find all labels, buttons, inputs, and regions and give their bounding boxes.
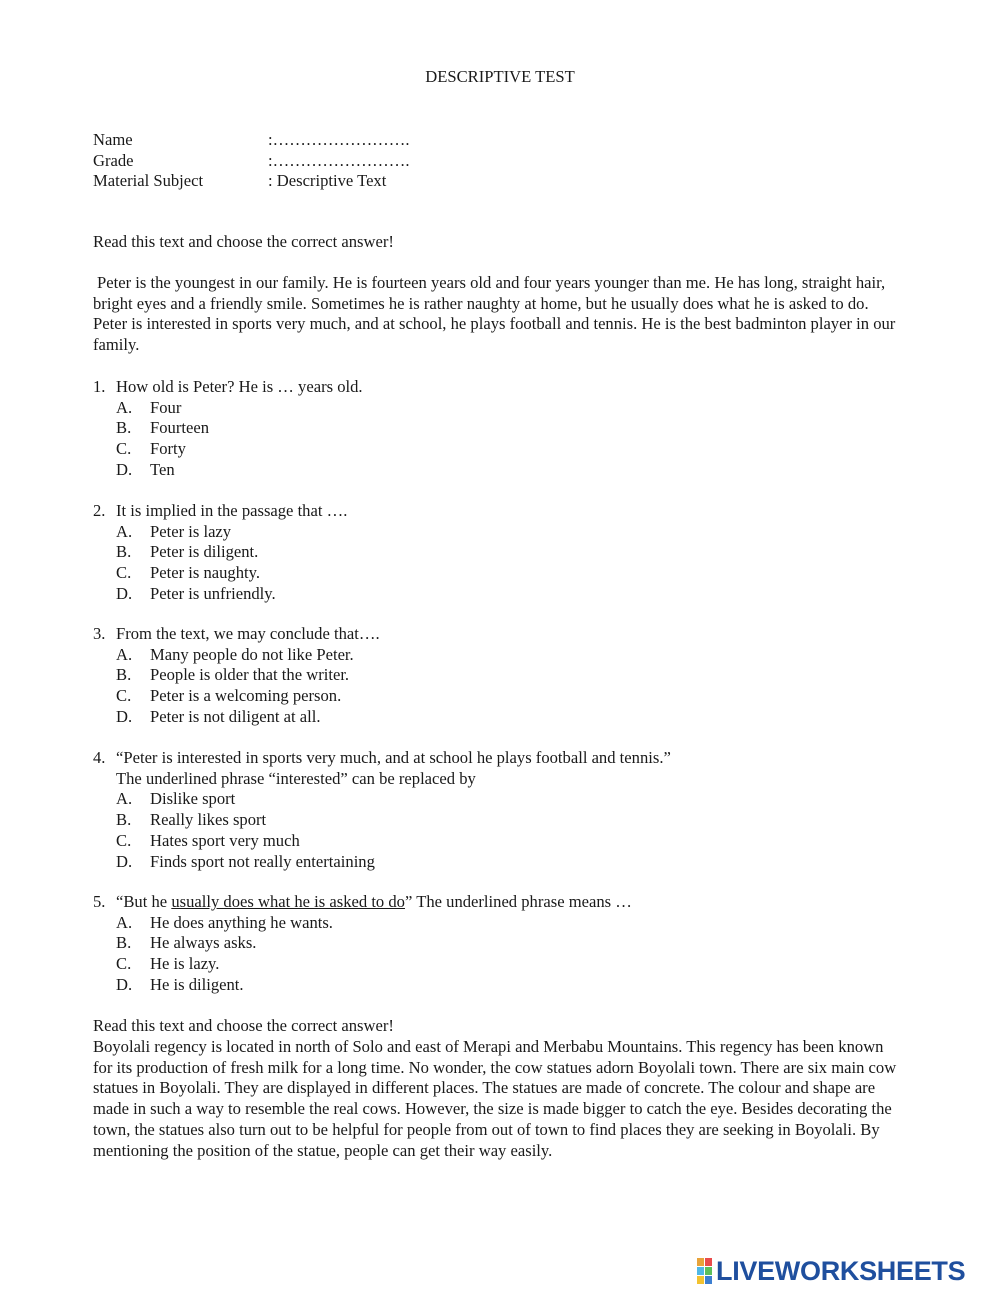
liveworksheets-logo <box>697 1257 965 1285</box>
question-4 <box>93 748 905 872</box>
question-text <box>116 892 632 913</box>
option-text: Dislike sport <box>150 789 236 809</box>
stem-prefix: “But he <box>116 892 172 911</box>
question-stem <box>93 624 905 645</box>
option-letter: B. <box>116 810 132 830</box>
info-label: Grade <box>93 150 134 170</box>
page-title: DESCRIPTIVE TEST <box>425 67 575 86</box>
question-stem <box>93 501 905 522</box>
info-row-subject <box>93 171 410 192</box>
question-text: “Peter is interested in sports very much, and at school he plays football and tennis.” <box>116 748 671 767</box>
option-letter: C. <box>116 563 132 583</box>
question-number: 4. <box>93 748 106 767</box>
question-stem <box>93 377 905 398</box>
option-text: Finds sport not really entertaining <box>150 851 375 871</box>
info-value: : Descriptive Text <box>268 171 387 191</box>
option-letter: D. <box>116 974 133 994</box>
answer-option[interactable] <box>93 831 905 852</box>
option-text: Peter is unfriendly. <box>150 583 276 603</box>
option-text: He always asks. <box>150 933 257 953</box>
answer-option[interactable] <box>93 933 905 954</box>
option-letter: A. <box>116 644 133 664</box>
option-letter: B. <box>116 665 132 685</box>
answer-option[interactable] <box>93 460 905 481</box>
option-letter: A. <box>116 912 133 932</box>
answer-option[interactable] <box>93 852 905 873</box>
answer-option[interactable] <box>93 439 905 460</box>
answer-option[interactable] <box>93 789 905 810</box>
student-info <box>93 130 410 192</box>
answer-option[interactable] <box>93 810 905 831</box>
option-letter: B. <box>116 542 132 562</box>
option-text: Peter is diligent. <box>150 542 259 562</box>
logo-blocks-icon <box>697 1258 712 1284</box>
answer-option[interactable] <box>93 645 905 666</box>
option-letter: C. <box>116 439 132 459</box>
question-number: 2. <box>93 501 106 520</box>
question-number: 5. <box>93 892 106 911</box>
question-stem <box>93 892 905 913</box>
section1-passage: Peter is the youngest in our family. He is fourteen years old and four years younger than me. He has long, straight hair, bright eyes and a friendly smile. Sometimes he is rather naughty at home, but he usually does what he is asked to do. Peter is interested in sports very much, and at school, he plays football and tennis. He is the best badminton player in our family. <box>93 273 896 355</box>
option-letter: C. <box>116 954 132 974</box>
option-text: Peter is lazy <box>150 521 232 541</box>
option-letter: A. <box>116 521 133 541</box>
answer-option[interactable] <box>93 584 905 605</box>
answer-option[interactable] <box>93 418 905 439</box>
answer-option[interactable] <box>93 913 905 934</box>
option-letter: D. <box>116 583 133 603</box>
question-stem <box>93 748 905 769</box>
option-letter: D. <box>116 459 133 479</box>
option-text: Really likes sport <box>150 810 267 830</box>
info-label: Material Subject <box>93 171 204 191</box>
question-3 <box>93 624 905 728</box>
option-text: Forty <box>150 439 186 459</box>
option-text: Four <box>150 397 182 417</box>
info-row-name <box>93 130 410 151</box>
option-text: Hates sport very much <box>150 830 300 850</box>
option-letter: A. <box>116 397 133 417</box>
info-row-grade <box>93 151 410 172</box>
answer-option[interactable] <box>93 686 905 707</box>
question-5 <box>93 892 905 996</box>
question-text: From the text, we may conclude that…. <box>116 624 380 643</box>
option-letter: D. <box>116 706 133 726</box>
underlined-phrase: usually does what he is asked to do <box>171 892 405 911</box>
question-2 <box>93 501 905 605</box>
info-value: :……………………. <box>268 130 410 149</box>
option-text: He is lazy. <box>150 954 220 974</box>
answer-option[interactable] <box>93 398 905 419</box>
answer-option[interactable] <box>93 954 905 975</box>
logo-text: LIVEWORKSHEETS <box>716 1256 966 1286</box>
answer-option[interactable] <box>93 665 905 686</box>
option-text: People is older that the writer. <box>150 665 350 685</box>
option-letter: D. <box>116 851 133 871</box>
option-text: He does anything he wants. <box>150 912 333 932</box>
question-text: How old is Peter? He is … years old. <box>116 377 363 396</box>
section2-instruction: Read this text and choose the correct answer! <box>93 1016 394 1035</box>
option-letter: B. <box>116 418 132 438</box>
option-letter: B. <box>116 933 132 953</box>
section1-instruction: Read this text and choose the correct answer! <box>93 232 394 251</box>
section2-passage: Boyolali regency is located in north of Solo and east of Merapi and Merbabu Mountains. This regency has been known for its production of fresh milk for a long time. No wonder, the cow statues adorn Boyolali town. There are six main cow statues in Boyolali. They are displayed in different places. The statues are made of concrete. The colour and shape are made in such a way to resemble the real cows. However, the size is made bigger to catch the eye. Besides decorating the town, the statues also turn out to be helpful for people from out of town to find places they are seeking in Boyolali. By mentioning the position of the statue, people can get their way easily. <box>93 1037 897 1160</box>
option-letter: A. <box>116 789 133 809</box>
option-text: Ten <box>150 459 175 479</box>
option-text: Peter is a welcoming person. <box>150 686 342 706</box>
info-label: Name <box>93 130 133 149</box>
answer-option[interactable] <box>93 522 905 543</box>
option-text: Many people do not like Peter. <box>150 644 354 664</box>
option-text: Peter is not diligent at all. <box>150 706 321 726</box>
option-letter: C. <box>116 686 132 706</box>
option-text: He is diligent. <box>150 974 244 994</box>
option-text: Peter is naughty. <box>150 563 260 583</box>
question-subtext: The underlined phrase “interested” can be replaced by <box>116 768 476 788</box>
answer-option[interactable] <box>93 542 905 563</box>
answer-option[interactable] <box>93 975 905 996</box>
question-number: 3. <box>93 624 106 643</box>
question-text: It is implied in the passage that …. <box>116 501 348 520</box>
option-letter: C. <box>116 830 132 850</box>
question-1 <box>93 377 905 481</box>
answer-option[interactable] <box>93 707 905 728</box>
option-text: Fourteen <box>150 418 209 438</box>
info-value: :……………………. <box>268 150 410 170</box>
stem-suffix: ” The underlined phrase means … <box>404 892 632 911</box>
answer-option[interactable] <box>93 563 905 584</box>
question-number: 1. <box>93 377 106 396</box>
